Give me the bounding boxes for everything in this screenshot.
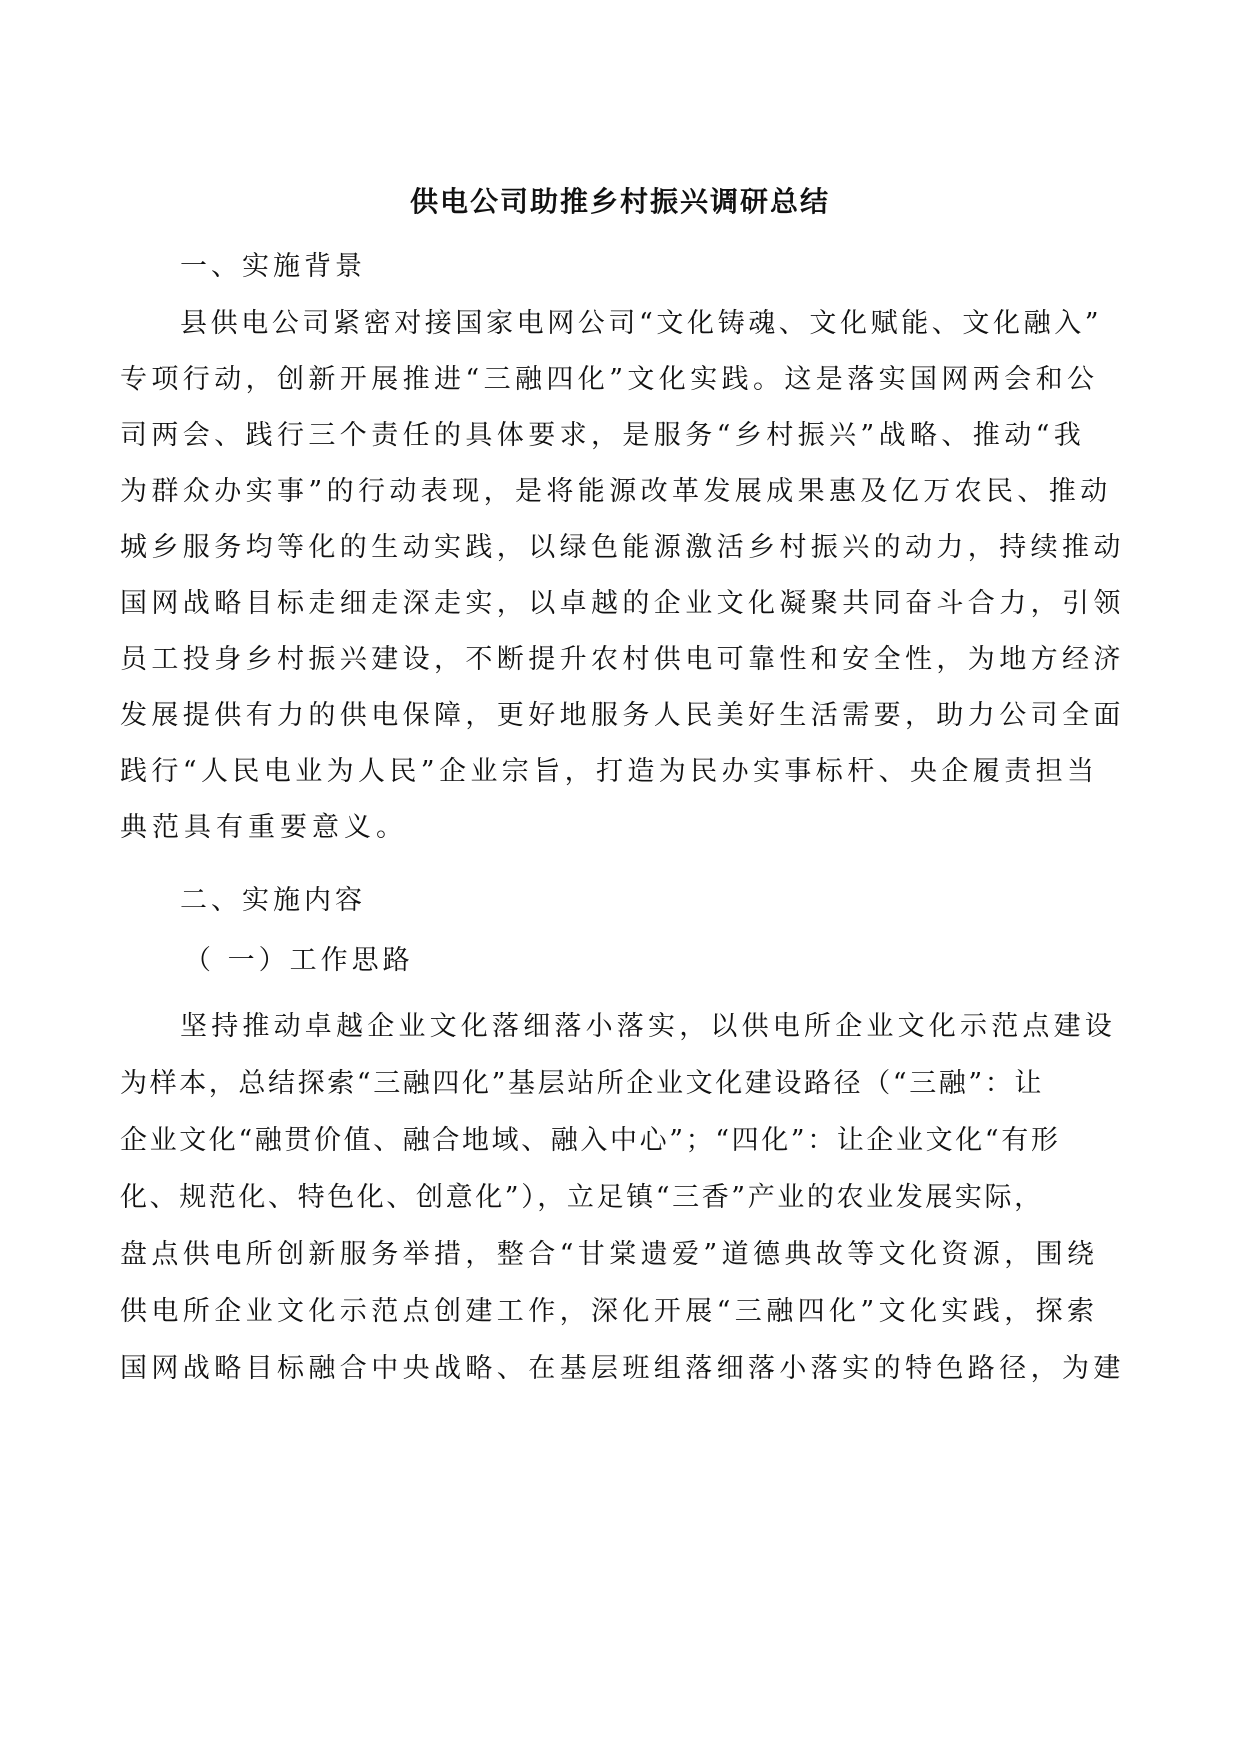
paragraph-line: 专项行动，创新开展推进“三融四化”文化实践。这是落实国网两会和公 — [120, 364, 1099, 395]
paragraph-line: 为群众办实事”的行动表现，是将能源改革发展成果惠及亿万农民、推动 — [120, 476, 1112, 507]
section-2-subheading: （ 一）工作思路 — [184, 945, 414, 976]
paragraph-line: 化、规范化、特色化、创意化”），立足镇“三香”产业的农业发展实际， — [120, 1182, 1044, 1213]
paragraph-line: 践行“人民电业为人民”企业宗旨，打造为民办实事标杆、央企履责担当 — [120, 756, 1099, 787]
section-1-heading: 一、实施背景 — [180, 251, 366, 282]
document-title: 供电公司助推乡村振兴调研总结 — [409, 185, 830, 218]
paragraph-line: 县供电公司紧密对接国家电网公司“文化铸魂、文化赋能、文化融入” — [180, 308, 1103, 339]
paragraph-line: 盘点供电所创新服务举措，整合“甘棠遗爱”道德典故等文化资源，围绕 — [120, 1239, 1099, 1270]
paragraph-line: 城乡服务均等化的生动实践，以绿色能源激活乡村振兴的动力，持续推动 — [120, 532, 1125, 563]
paragraph-line: 典范具有重要意义。 — [120, 812, 408, 843]
paragraph-line: 员工投身乡村振兴建设，不断提升农村供电可靠性和安全性，为地方经济 — [120, 644, 1125, 675]
paragraph-line: 企业文化“融贯价值、融合地域、融入中心”；“四化”：让企业文化“有形 — [120, 1125, 1061, 1156]
paragraph-line: 坚持推动卓越企业文化落细落小落实，以供电所企业文化示范点建设 — [180, 1011, 1116, 1042]
section-2-heading: 二、实施内容 — [180, 885, 366, 916]
paragraph-line: 国网战略目标融合中央战略、在基层班组落细落小落实的特色路径，为建 — [120, 1353, 1125, 1384]
paragraph-line: 发展提供有力的供电保障，更好地服务人民美好生活需要，助力公司全面 — [120, 700, 1125, 731]
paragraph-line: 为样本，总结探索“三融四化”基层站所企业文化建设路径（“三融”：让 — [120, 1068, 1045, 1099]
paragraph-line: 司两会、践行三个责任的具体要求，是服务“乡村振兴”战略、推动“我 — [120, 420, 1086, 451]
paragraph-line: 供电所企业文化示范点创建工作，深化开展“三融四化”文化实践，探索 — [120, 1296, 1099, 1327]
paragraph-line: 国网战略目标走细走深走实，以卓越的企业文化凝聚共同奋斗合力，引领 — [120, 588, 1125, 619]
